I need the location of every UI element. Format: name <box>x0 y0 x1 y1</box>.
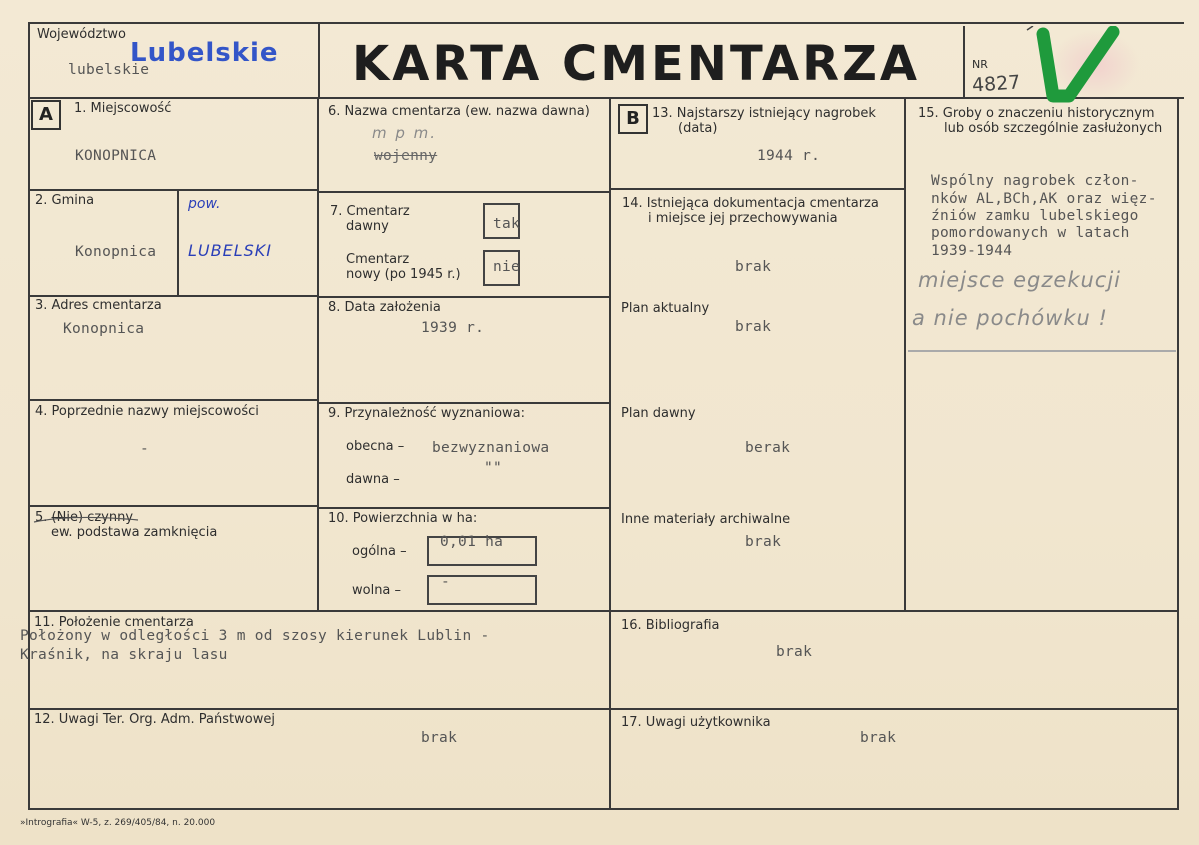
rule <box>28 708 1178 710</box>
field-11-line-2: Kraśnik, na skraju lasu <box>20 647 228 663</box>
field-7-nowy-label-1: Cmentarz <box>346 252 410 267</box>
field-5-struck: (Nie) <box>51 510 84 525</box>
inne-materialy-label: Inne materiały archiwalne <box>621 512 791 527</box>
field-6-value: wojenny <box>374 148 438 164</box>
wojewodztwo-label: Województwo <box>37 27 127 42</box>
field-3-value: Konopnica <box>63 321 145 337</box>
pencil-underline <box>32 512 142 526</box>
field-10-wolna-value: - <box>441 574 451 590</box>
field-9-label: 9. Przynależność wyznaniowa: <box>328 406 526 421</box>
field-4-label: 4. Poprzednie nazwy miejscowości <box>35 404 259 419</box>
field-12-label: 12. Uwagi Ter. Org. Adm. Państwowej <box>34 712 275 727</box>
rule <box>318 191 610 193</box>
field-10-ogolna-label: ogólna – <box>352 544 407 559</box>
field-5-sub: ew. podstawa zamknięcia <box>51 525 218 540</box>
field-8-value: 1939 r. <box>421 320 485 336</box>
rule <box>318 22 320 99</box>
rule <box>318 296 610 298</box>
field-15-line: nków AL,BCh,AK oraz więz- <box>931 191 1157 207</box>
field-15-hand-1: miejsce egzekucji <box>918 268 1122 292</box>
wojewodztwo-value: lubelskie <box>68 62 150 78</box>
field-11-line-1: Położony w odległości 3 m od szosy kierunek Lublin - <box>20 628 490 644</box>
rule <box>1177 98 1179 810</box>
rule <box>610 188 905 190</box>
rule <box>317 98 319 610</box>
wojewodztwo-stamp: Lubelskie <box>130 38 279 68</box>
nr-value: 4827 <box>971 71 1022 97</box>
pencil-line <box>908 350 1176 352</box>
field-9-dawna-label: dawna – <box>346 472 400 487</box>
field-9-dawna-value: "" <box>484 460 503 476</box>
field-1-value: KONOPNICA <box>75 148 157 164</box>
field-16-value: brak <box>776 644 813 660</box>
field-17-label: 17. Uwagi użytkownika <box>621 715 771 730</box>
field-12-value: brak <box>421 730 458 746</box>
field-13-label-2: (data) <box>678 121 718 136</box>
field-3-label: 3. Adres cmentarza <box>35 298 162 313</box>
field-4-value: - <box>140 441 150 457</box>
rule <box>28 295 318 297</box>
rule <box>318 507 610 509</box>
plan-aktualny-value: brak <box>735 319 772 335</box>
field-16-label: 16. Bibliografia <box>621 618 720 633</box>
plan-aktualny-label: Plan aktualny <box>621 301 710 316</box>
rule <box>177 189 179 296</box>
field-15-label-1: 15. Groby o znaczeniu historycznym <box>918 106 1155 121</box>
field-7-nowy-value: nie <box>493 259 521 275</box>
field-7-dawny-label-2: dawny <box>346 219 389 234</box>
field-2-value: Konopnica <box>75 244 157 260</box>
field-14-value: brak <box>735 259 772 275</box>
field-8-label: 8. Data założenia <box>328 300 441 315</box>
rule <box>28 610 1178 612</box>
field-7-dawny-label-1: 7. Cmentarz <box>330 204 410 219</box>
field-14-label-1: 14. Istniejąca dokumentacja cmentarza <box>622 196 879 211</box>
field-15-line: pomordowanych w latach <box>931 225 1130 241</box>
field-11-label: 11. Położenie cmentarza <box>34 615 194 630</box>
plan-dawny-label: Plan dawny <box>621 406 696 421</box>
field-9-obecna-label: obecna – <box>346 439 405 454</box>
field-6-hand: m p m. <box>372 124 438 142</box>
rule <box>28 97 1184 99</box>
plan-dawny-value: berak <box>745 440 791 456</box>
field-15-line: 1939-1944 <box>931 243 1013 259</box>
field-5-prefix: 5. <box>35 510 48 525</box>
field-5-status: czynny <box>87 510 134 525</box>
nr-label: NR <box>972 58 988 71</box>
field-7-nowy-label-2: nowy (po 1945 r.) <box>346 267 461 282</box>
rule <box>963 26 965 98</box>
field-15-label-2: lub osób szczególnie zasłużonych <box>944 121 1163 136</box>
rule <box>904 98 906 610</box>
rule <box>28 505 318 507</box>
field-2-label: 2. Gmina <box>35 193 95 208</box>
rule <box>318 402 610 404</box>
green-check-mark-icon <box>1025 26 1125 106</box>
field-6-label: 6. Nazwa cmentarza (ew. nazwa dawna) <box>328 104 590 119</box>
rule <box>28 22 30 810</box>
page-title: KARTA CMENTARZA <box>352 36 921 92</box>
field-17-value: brak <box>860 730 897 746</box>
field-15-hand-2: a nie pochówku ! <box>912 306 1108 330</box>
field-10-ogolna-value: 0,01 ha <box>440 534 504 550</box>
rule <box>28 399 318 401</box>
section-b-marker: B <box>618 104 648 134</box>
field-2-pow-label: pow. <box>188 196 221 212</box>
field-9-obecna-value: bezwyznaniowa <box>432 440 550 456</box>
field-1-label: 1. Miejscowość <box>74 101 172 116</box>
field-10-label: 10. Powierzchnia w ha: <box>328 511 478 526</box>
inne-materialy-value: brak <box>745 534 782 550</box>
field-2-pow-value: LUBELSKI <box>188 241 272 260</box>
field-15-line: Wspólny nagrobek człon- <box>931 173 1139 189</box>
section-a-marker: A <box>31 100 61 130</box>
rule <box>28 22 1184 24</box>
field-14-label-2: i miejsce jej przechowywania <box>648 211 838 226</box>
field-10-wolna-label: wolna – <box>352 583 402 598</box>
rule <box>609 98 611 810</box>
rule <box>28 189 318 191</box>
rule <box>28 808 1178 810</box>
field-13-value: 1944 r. <box>757 148 821 164</box>
field-13-label-1: 13. Najstarszy istniejący nagrobek <box>652 106 876 121</box>
field-15-line: źniów zamku lubelskiego <box>931 208 1139 224</box>
printer-imprint: »Intrografia« W-5, z. 269/405/84, n. 20.000 <box>20 818 216 828</box>
field-7-dawny-value: tak <box>493 216 521 232</box>
